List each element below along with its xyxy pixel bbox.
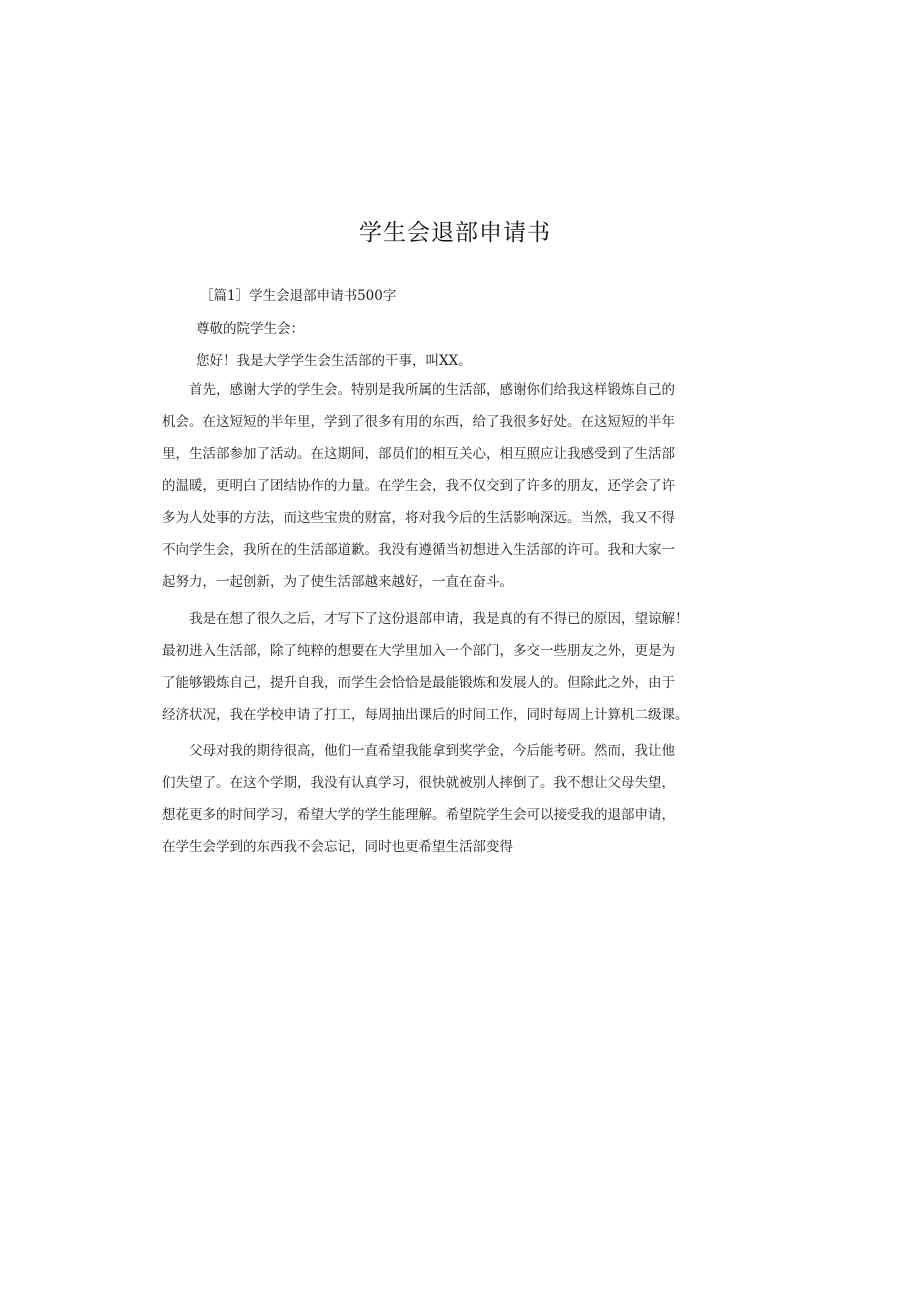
- text-line: 父母对我的期待很高，他们一直希望我能拿到奖学金，今后能考研。然而，我让他: [162, 743, 675, 759]
- section-subheading: ［篇1］学生会退部申请书500字: [200, 288, 397, 304]
- text-line: 机会。在这短短的半年里，学到了很多有用的东西，给了我很多好处。在这短短的半年: [162, 414, 675, 430]
- salutation: 尊敬的院学生会：: [196, 321, 304, 337]
- paragraph-3: [162, 735, 762, 863]
- text-line: 首先，感谢大学的学生会。特别是我所属的生活部，感谢你们给我这样锻炼自己的: [162, 382, 675, 398]
- text-line: 多为人处事的方法，而这些宝贵的财富，将对我今后的生活影响深远。当然，我又不得: [162, 510, 675, 526]
- paragraph-1: [162, 374, 762, 598]
- text-line: 了能够锻炼自己，提升自我，而学生会恰恰是最能锻炼和发展人的。但除此之外，由于: [162, 675, 675, 691]
- text-line: 的温暖，更明白了团结协作的力量。在学生会，我不仅交到了许多的朋友，还学会了许: [162, 478, 675, 494]
- text-line: 想花更多的时间学习，希望大学的学生能理解。希望院学生会可以接受我的退部申请，: [162, 807, 675, 823]
- text-line: 起努力，一起创新，为了使生活部越来越好，一直在奋斗。: [162, 574, 513, 590]
- paragraph-2: [162, 603, 762, 731]
- text-line: 在学生会学到的东西我不会忘记，同时也更希望生活部变得: [162, 839, 513, 855]
- text-line: 最初进入生活部，除了纯粹的想要在大学里加入一个部门，多交一些朋友之外，更是为: [162, 643, 675, 659]
- document-title: 学生会退部申请书: [359, 220, 551, 246]
- text-line: 们失望了。在这个学期，我没有认真学习，很快就被别人摔倒了。我不想让父母失望，: [162, 775, 675, 791]
- text-line: 我是在想了很久之后，才写下了这份退部申请，我是真的有不得已的原因，望谅解！: [162, 611, 689, 627]
- text-line: 经济状况，我在学校申请了打工，每周抽出课后的时间工作，同时每周上计算机二级课。: [162, 707, 689, 723]
- greeting-line: 您好！我是大学学生会生活部的干事，叫XX。: [196, 353, 472, 369]
- text-line: 里，生活部参加了活动。在这期间，部员们的相互关心，相互照应让我感受到了生活部: [162, 446, 675, 462]
- text-line: 不向学生会，我所在的生活部道歉。我没有遵循当初想进入生活部的许可。我和大家一: [162, 542, 675, 558]
